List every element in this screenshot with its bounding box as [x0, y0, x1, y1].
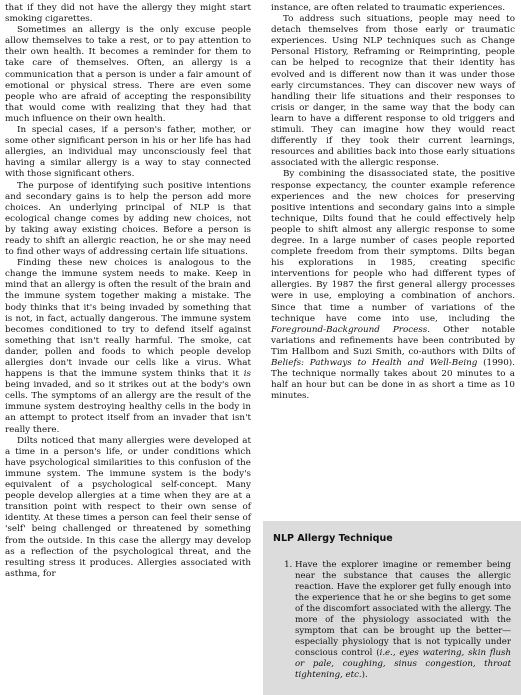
paragraph: Dilts noticed that many allergies were developed at a time in a person's life, or under conditions which have psychological similarities to this confusion of the immune system. The immune system is the body's equivalent of a psychological self-concept. Many people develop allergies at a time when they are at a transition point with respect to their own sense of identity. At these times a person can feel their sense of 'self' being challenged or threatened by something from the outside. In this case the allergy may develop as a reflection of the psychological threat, and the resulting stress it produces. Allergies associated with asthma, for: [5, 435, 251, 579]
text-run: Finding these new choices is analogous to the change the immune system needs to make. Keep in mind that an allergy is often the result of the brain and the immune system together making a mistake. The body thinks that it's being invaded by something that is not, in fact, actually dangerous. The immune system becomes conditioned to try to defend itself against something that isn't really harmful. The smoke, cat dander, pollen and foods to which people develop allergies don't invade our cells like a virus. What happens is that the immune system thinks that it: [5, 258, 251, 380]
emphasis: is: [243, 369, 251, 380]
paragraph: Sometimes an allergy is the only excuse people allow themselves to take a rest, or to pay attention to their own health. It becomes a reminder for them to take care of themselves. Often, an allergy is a communication that a person is under a fair amount of emotional or physical stress. There are even some people who are afraid of accepting the responsibility that would come with realizing that they had that much influence on their own health.: [5, 25, 251, 124]
step-item: [295, 560, 511, 681]
steps-list: [273, 560, 511, 681]
paragraph: To address such situations, people may need to detach themselves from those early or traumatic experiences. Using NLP techniques such as Change Personal History, Reframing or Reimprinting, people can be helped to recognize that their identity has evolved and is different now than it was under those early circumstances. They can discover new ways of handling their life situations and their responses to crisis or danger, in the same way that the body can learn to have a different response to old triggers and stimuli. They can imagine how they would react differently if they took their current learnings, resources and abilities back into those early situations associated with the allergic response.: [271, 14, 515, 169]
emphasis: Beliefs: Pathways to Health and Well-Being: [271, 358, 478, 368]
paragraph: [271, 169, 515, 402]
emphasis: i.e., eyes watering, skin flush or pale, coughing, sinus congestion, throat tightening, etc.: [295, 648, 511, 680]
paragraph: instance, are often related to traumatic experiences.: [271, 3, 506, 13]
left-column: [5, 3, 251, 580]
text-run: . Other notable variations and refinements have been contributed by Tim Hallbom and Suzi Smith, co-authors with Dilts of: [271, 324, 515, 357]
text-run: ).: [361, 670, 368, 680]
paragraph: [5, 258, 251, 436]
emphasis: Foreground-Background Process: [271, 324, 428, 335]
paragraph: In special cases, if a person's father, mother, or some other significant person in his or her life has had allergies, an individual may unconsciously feel that having a similar allergy is a way to stay connected with those significant others.: [5, 125, 251, 180]
paragraph: The purpose of identifying such positive intentions and secondary gains is to help the person add more choices. An underlying principal of NLP is that ecological change comes by adding new choices, not by taking away existing choices. Before a person is ready to shift an allergic reaction, he or she may need to find other ways of addressing certain life situations.: [5, 180, 251, 258]
text-run: By combining the disassociated state, the positive response expectancy, the counter example reference experiences and the new choices for preserving positive intentions and secondary gains into a simple technique, Dilts found that he could effectively help people to shift almost any allergic response to some degree. In a large number of cases people reported complete freedom from their symptoms. Dilts began his explorations in 1985, creating specific interventions for people who had different types of allergies. By 1987 the first general allergy processes were in use, employing a combination of anchors. Since that time a number of variations of the technique have come into use, including the: [271, 169, 515, 324]
text-run: being invaded, and so it strikes out at the body's own cells. The symptoms of an allergy are the result of the immune system destroying healthy cells in the body in an attempt to protect itself from an invader that isn't really there.: [5, 380, 251, 435]
sidebar-title: NLP Allergy Technique: [273, 533, 393, 544]
paragraph: that if they did not have the allergy they might start smoking cigarettes.: [5, 3, 251, 25]
right-column: [271, 3, 515, 402]
text-run: Have the explorer imagine or remember being near the substance that causes the allergic reaction. Have the explorer get fully enough into the experience that he or she begins to get some of the discomfort associated with the allergy. The more of the physiology associated with the symptom that can be brought up the better—especially physiology that is not typically under conscious control (: [295, 560, 511, 658]
technique-sidebar: [263, 521, 521, 695]
text-run: (1990). The technique normally takes about 20 minutes to a half an hour but can be done in as short a time as 10 minutes.: [271, 358, 515, 402]
